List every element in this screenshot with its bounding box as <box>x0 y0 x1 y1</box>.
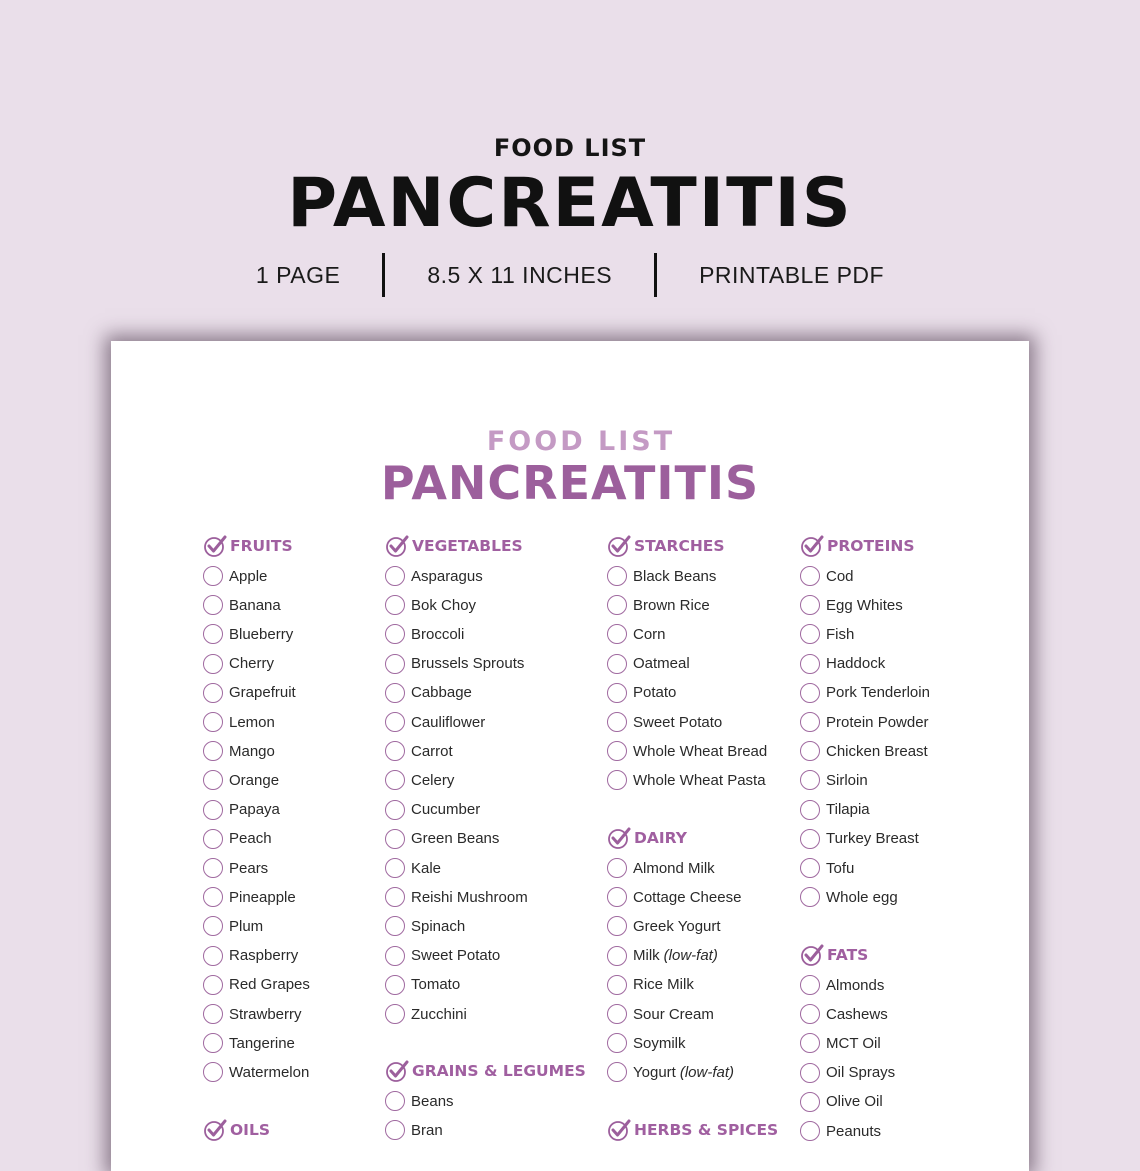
item-label: Oil Sprays <box>826 1064 896 1082</box>
check-circle-icon <box>203 1118 227 1142</box>
checkbox-circle[interactable] <box>800 683 820 703</box>
checkbox-circle[interactable] <box>203 624 223 644</box>
list-item <box>607 1031 686 1055</box>
checkbox-circle[interactable] <box>203 566 223 586</box>
list-item <box>203 798 280 822</box>
item-label: Kale <box>411 859 442 877</box>
item-label: Corn <box>633 625 666 643</box>
list-item <box>203 1060 309 1084</box>
list-item <box>203 885 296 909</box>
item-label: Egg Whites <box>826 596 903 614</box>
list-item <box>385 652 524 676</box>
list-item <box>800 710 929 734</box>
item-label: Fish <box>826 625 855 643</box>
list-item <box>385 1089 454 1113</box>
list-item <box>385 768 454 792</box>
checkbox-circle[interactable] <box>607 1004 627 1024</box>
list-item <box>203 914 263 938</box>
category-label: DAIRY <box>634 829 687 847</box>
checkbox-circle[interactable] <box>203 1004 223 1024</box>
item-label: Peanuts <box>826 1122 882 1140</box>
list-item <box>800 1090 883 1114</box>
check-circle-icon <box>800 943 824 967</box>
checkbox-circle[interactable] <box>203 595 223 615</box>
checkbox-circle[interactable] <box>385 1091 405 1111</box>
item-label: Almond Milk <box>633 859 715 877</box>
item-label: Haddock <box>826 655 886 673</box>
item-label: Yogurt <box>633 1063 676 1081</box>
list-item <box>607 973 694 997</box>
list-item <box>607 593 710 617</box>
item-label: Raspberry <box>229 947 299 965</box>
checkbox-circle[interactable] <box>800 975 820 995</box>
list-item <box>385 827 499 851</box>
list-item <box>800 1002 888 1026</box>
checkbox-circle[interactable] <box>385 741 405 761</box>
category-label: FATS <box>827 946 869 964</box>
list-item <box>607 564 716 588</box>
item-label: Cod <box>826 567 854 585</box>
item-label: Bok Choy <box>411 596 477 614</box>
list-item <box>203 593 281 617</box>
check-circle-icon <box>385 534 409 558</box>
list-item <box>800 622 854 646</box>
item-label: Celery <box>411 771 455 789</box>
list-item <box>203 856 268 880</box>
checkbox-circle[interactable] <box>203 654 223 674</box>
item-label: Reishi Mushroom <box>411 888 528 906</box>
checkbox-circle[interactable] <box>607 975 627 995</box>
list-item <box>800 885 898 909</box>
item-label: Spinach <box>411 917 466 935</box>
category-heading-proteins <box>800 534 915 558</box>
checkbox-circle[interactable] <box>607 1062 627 1082</box>
checkbox-circle[interactable] <box>385 566 405 586</box>
item-label: Rice Milk <box>633 976 694 994</box>
checkbox-circle[interactable] <box>385 624 405 644</box>
item-label: Carrot <box>411 742 453 760</box>
category-heading-fruits <box>203 534 293 558</box>
item-label: Lemon <box>229 713 275 731</box>
checkbox-circle[interactable] <box>607 916 627 936</box>
list-item <box>203 768 279 792</box>
item-label: Cottage Cheese <box>633 888 742 906</box>
checkbox-circle[interactable] <box>385 829 405 849</box>
category-label: HERBS & SPICES <box>634 1121 779 1139</box>
item-label: Sweet Potato <box>411 947 501 965</box>
item-note: (low-fat) <box>679 1063 734 1081</box>
checkbox-circle[interactable] <box>800 566 820 586</box>
check-circle-icon <box>607 534 631 558</box>
item-label: Peach <box>229 830 272 848</box>
checkbox-circle[interactable] <box>607 683 627 703</box>
list-item <box>607 710 722 734</box>
checkbox-circle[interactable] <box>385 887 405 907</box>
list-item <box>800 1119 881 1143</box>
checkbox-circle[interactable] <box>203 683 223 703</box>
category-heading-starches <box>607 534 725 558</box>
list-item <box>800 973 884 997</box>
list-item <box>203 681 296 705</box>
list-item <box>203 1031 295 1055</box>
item-label: Blueberry <box>229 625 294 643</box>
list-item <box>203 739 275 763</box>
checkbox-circle[interactable] <box>607 566 627 586</box>
item-label: Almonds <box>826 976 885 994</box>
list-item <box>385 710 485 734</box>
checkbox-circle[interactable] <box>385 712 405 732</box>
item-label: Plum <box>229 917 264 935</box>
checkbox-circle[interactable] <box>203 741 223 761</box>
item-label: Cashews <box>826 1005 888 1023</box>
list-item <box>385 856 441 880</box>
list-item <box>607 652 690 676</box>
item-label: Grapefruit <box>229 684 296 702</box>
list-item <box>385 914 465 938</box>
item-label: Green Beans <box>411 830 500 848</box>
category-heading-fats <box>800 943 868 967</box>
header-subtitle: FOOD LIST <box>493 134 647 162</box>
item-label: Soymilk <box>633 1034 686 1052</box>
item-label: Beans <box>411 1092 454 1110</box>
checkbox-circle[interactable] <box>800 858 820 878</box>
item-label: Greek Yogurt <box>633 917 721 935</box>
list-item <box>607 622 666 646</box>
list-item <box>800 827 919 851</box>
checkbox-circle[interactable] <box>607 1033 627 1053</box>
list-item <box>385 739 453 763</box>
list-item <box>203 944 298 968</box>
check-circle-icon <box>607 826 631 850</box>
document-title: PANCREATITIS <box>380 456 760 510</box>
checkbox-circle[interactable] <box>607 595 627 615</box>
checkbox-circle[interactable] <box>800 595 820 615</box>
item-label: Cucumber <box>411 801 481 819</box>
checkbox-circle[interactable] <box>385 654 405 674</box>
checkbox-circle[interactable] <box>800 654 820 674</box>
item-label: Black Beans <box>633 567 717 585</box>
checkbox-circle[interactable] <box>800 829 820 849</box>
category-label: OILS <box>230 1121 270 1139</box>
list-item <box>607 768 766 792</box>
item-label: Zucchini <box>411 1005 467 1023</box>
item-label: Broccoli <box>411 625 465 643</box>
item-label: Olive Oil <box>826 1093 883 1111</box>
list-item <box>607 739 767 763</box>
list-item <box>203 564 267 588</box>
item-label: Strawberry <box>229 1005 302 1023</box>
checkbox-circle[interactable] <box>607 858 627 878</box>
list-item <box>607 1002 714 1026</box>
checkbox-circle[interactable] <box>607 946 627 966</box>
item-label: Watermelon <box>229 1063 310 1081</box>
list-item <box>385 564 483 588</box>
item-label: Pineapple <box>229 888 296 906</box>
item-label: Pork Tenderloin <box>826 684 930 702</box>
item-label: Oatmeal <box>633 655 690 673</box>
spec-format: PRINTABLE PDF <box>699 261 885 288</box>
item-label: Potato <box>633 684 677 702</box>
checkbox-circle[interactable] <box>800 1063 820 1083</box>
list-item <box>203 973 310 997</box>
checkbox-circle[interactable] <box>385 916 405 936</box>
category-label: GRAINS & LEGUMES <box>412 1062 586 1080</box>
list-item <box>800 739 928 763</box>
item-label: Apple <box>229 567 268 585</box>
check-circle-icon <box>385 1059 409 1083</box>
list-item <box>385 1002 467 1026</box>
spec-pages: 1 PAGE <box>255 261 341 288</box>
list-item <box>385 798 480 822</box>
item-label: Turkey Breast <box>826 830 919 848</box>
item-label: Tomato <box>411 976 461 994</box>
checkbox-circle[interactable] <box>800 887 820 907</box>
list-item <box>800 1031 881 1055</box>
list-item <box>800 593 903 617</box>
item-label: Cherry <box>229 655 275 673</box>
checkbox-circle[interactable] <box>607 770 627 790</box>
list-item <box>607 856 715 880</box>
checkbox-circle[interactable] <box>800 770 820 790</box>
checkbox-circle[interactable] <box>800 1004 820 1024</box>
document-subtitle: FOOD LIST <box>486 426 676 457</box>
header-specs <box>0 252 1140 298</box>
list-item <box>800 681 930 705</box>
checkbox-circle[interactable] <box>385 770 405 790</box>
checkbox-circle[interactable] <box>203 829 223 849</box>
item-label: Whole Wheat Pasta <box>633 771 766 789</box>
item-label: Sirloin <box>826 771 868 789</box>
item-note: (low-fat) <box>663 947 718 965</box>
checkbox-circle[interactable] <box>203 858 223 878</box>
checkbox-circle[interactable] <box>800 800 820 820</box>
list-item <box>385 973 460 997</box>
category-label: STARCHES <box>634 537 725 555</box>
category-heading-vegetables <box>385 534 523 558</box>
item-label: Red Grapes <box>229 976 310 994</box>
checkbox-circle[interactable] <box>385 858 405 878</box>
checkbox-circle[interactable] <box>800 1121 820 1141</box>
checkbox-circle[interactable] <box>203 975 223 995</box>
item-label: Mango <box>229 742 275 760</box>
check-circle-icon <box>800 534 824 558</box>
list-item <box>385 681 472 705</box>
item-label: Orange <box>229 771 280 789</box>
check-circle-icon <box>203 534 227 558</box>
checkbox-circle[interactable] <box>385 975 405 995</box>
list-item <box>385 622 464 646</box>
item-label: Bran <box>411 1121 443 1139</box>
checkbox-circle[interactable] <box>203 712 223 732</box>
list-item <box>607 914 721 938</box>
list-item <box>203 1002 302 1026</box>
spec-size: 8.5 X 11 INCHES <box>427 261 613 288</box>
item-label: Papaya <box>229 801 280 819</box>
checkbox-circle[interactable] <box>607 712 627 732</box>
checkbox-circle[interactable] <box>385 946 405 966</box>
checkbox-circle[interactable] <box>203 1033 223 1053</box>
checkbox-circle[interactable] <box>800 741 820 761</box>
checkbox-circle[interactable] <box>800 1033 820 1053</box>
item-label: Tilapia <box>826 801 870 819</box>
checkbox-circle[interactable] <box>385 683 405 703</box>
item-label: Sweet Potato <box>633 713 723 731</box>
item-label: Whole Wheat Bread <box>633 742 768 760</box>
list-item <box>203 827 272 851</box>
check-circle-icon <box>607 1118 631 1142</box>
list-item <box>203 652 274 676</box>
list-item <box>203 710 275 734</box>
category-heading-dairy <box>607 826 687 850</box>
list-item <box>607 1060 734 1084</box>
checkbox-circle[interactable] <box>385 1004 405 1024</box>
item-label: Whole egg <box>826 888 898 906</box>
item-label: Milk <box>633 947 660 965</box>
list-item <box>385 593 476 617</box>
category-heading-herbs-spices <box>607 1118 778 1142</box>
item-label: Cabbage <box>411 684 472 702</box>
item-label: Chicken Breast <box>826 742 928 760</box>
checkbox-circle[interactable] <box>203 770 223 790</box>
category-label: FRUITS <box>230 537 293 555</box>
checkbox-circle[interactable] <box>800 712 820 732</box>
list-item <box>800 798 870 822</box>
checkbox-circle[interactable] <box>203 800 223 820</box>
checkbox-circle[interactable] <box>203 887 223 907</box>
item-label: Cauliflower <box>411 713 486 731</box>
item-label: Asparagus <box>411 567 483 585</box>
category-heading-grains-legumes <box>385 1059 586 1083</box>
list-item <box>800 652 885 676</box>
header-title: PANCREATITIS <box>287 164 853 243</box>
item-label: Brown Rice <box>633 596 710 614</box>
item-label: Brussels Sprouts <box>411 655 525 673</box>
checkbox-circle[interactable] <box>385 800 405 820</box>
checkbox-circle[interactable] <box>607 741 627 761</box>
list-item <box>800 1061 895 1085</box>
item-label: MCT Oil <box>826 1034 881 1052</box>
list-item <box>203 622 293 646</box>
checkbox-circle[interactable] <box>607 654 627 674</box>
list-item <box>385 944 500 968</box>
checkbox-circle[interactable] <box>800 1092 820 1112</box>
checkbox-circle[interactable] <box>385 1120 405 1140</box>
list-item <box>800 856 854 880</box>
checkbox-circle[interactable] <box>607 624 627 644</box>
checkbox-circle[interactable] <box>800 624 820 644</box>
list-item <box>385 1118 443 1142</box>
list-item <box>607 944 718 968</box>
list-item <box>385 885 528 909</box>
checkbox-circle[interactable] <box>385 595 405 615</box>
item-label: Tangerine <box>229 1034 295 1052</box>
item-label: Banana <box>229 596 281 614</box>
item-label: Pears <box>229 859 269 877</box>
list-item <box>800 768 868 792</box>
category-label: VEGETABLES <box>412 537 523 555</box>
item-label: Sour Cream <box>633 1005 714 1023</box>
category-label: PROTEINS <box>827 537 915 555</box>
item-label: Tofu <box>826 859 855 877</box>
checkbox-circle[interactable] <box>203 1062 223 1082</box>
list-item <box>607 885 741 909</box>
category-heading-oils <box>203 1118 270 1142</box>
item-label: Protein Powder <box>826 713 929 731</box>
checkbox-circle[interactable] <box>203 946 223 966</box>
checkbox-circle[interactable] <box>203 916 223 936</box>
list-item <box>607 681 676 705</box>
checkbox-circle[interactable] <box>607 887 627 907</box>
list-item <box>800 564 854 588</box>
